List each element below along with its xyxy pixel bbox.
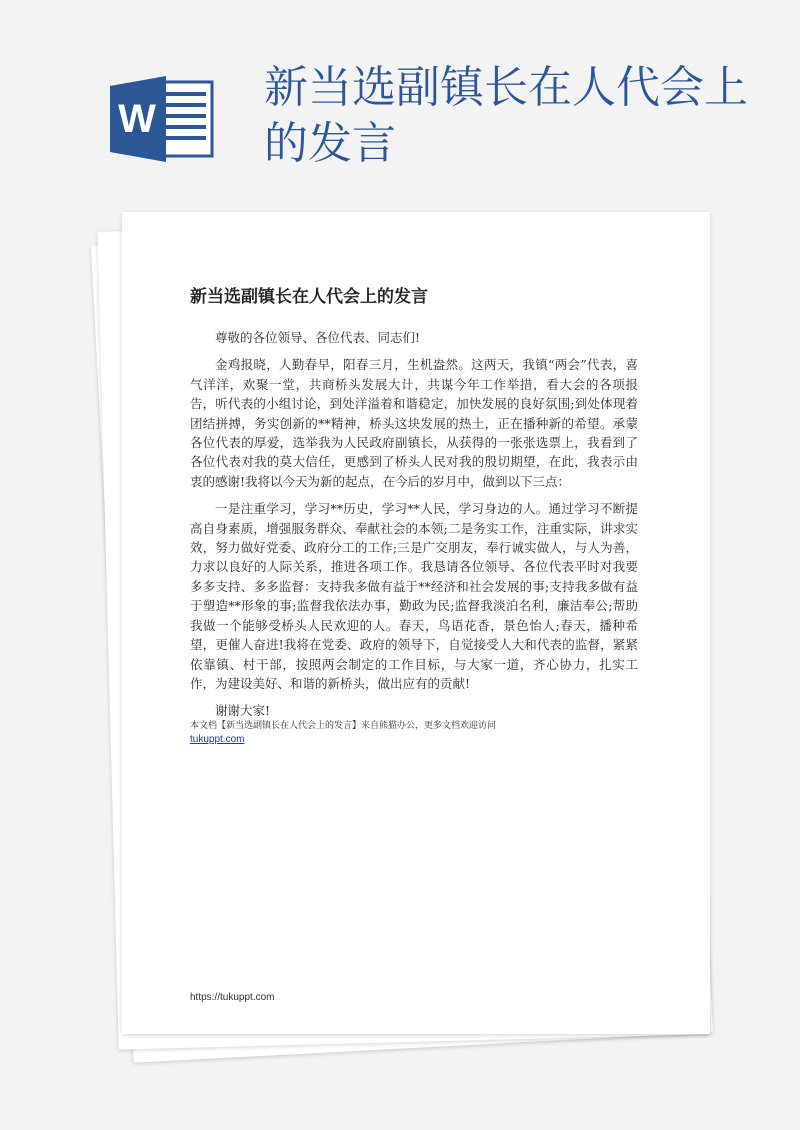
greeting-paragraph: 尊敬的各位领导、各位代表、同志们!: [215, 330, 421, 345]
page-footer-url: https://tukuppt.com: [190, 992, 275, 1003]
source-link[interactable]: tukuppt.com: [190, 734, 245, 745]
source-note: 本文档【新当选副镇长在人代会上的发言】来自熊猫办公，更多文档欢迎访问: [190, 721, 497, 731]
document-body: [190, 328, 638, 729]
body-paragraph: 金鸡报晓，人勤春早，阳春三月，生机盎然。这两天，我镇“两会”代表，喜气洋洋，欢聚一堂，共商桥头发展大计，共谋今年工作举措，看大会的各项报告，听代表的小组讨论，到处洋溢着和谐稳定，加快发展的良好氛围;到处体现着团结拼搏，务实创新的**精神，桥头这块发展的热土，正在播种新的希望。承蒙各位代表的厚爱，选举我为人民政府副镇长，从获得的一张张选票上，我看到了各位代表对我的莫大信任，更感到了桥头人民对我的殷切期望，在此，我表示由衷的感谢!我将以今天为新的起点，在今后的岁月中，做到以下三点：: [190, 357, 638, 489]
word-document-icon: [110, 76, 214, 162]
document-title: 新当选副镇长在人代会上的发言: [190, 287, 428, 307]
body-paragraph: 一是注重学习，学习**历史，学习**人民，学习身边的人。通过学习不断提高自身素质，增强服务群众、奉献社会的本领;二是务实工作，注重实际，讲求实效，努力做好党委、政府分工的工作;三是广交朋友，奉行诚实做人，与人为善，力求以良好的人际关系，推进各项工作。我恳请各位领导、各位代表平时对我要多多支持、多多监督：支持我多做有益于**经济和社会发展的事;支持我多做有益于塑造**形象的事;监督我依法办事，勤政为民;监督我淡泊名利，廉洁奉公;帮助我做一个能够受桥头人民欢迎的人。春天，鸟语花香，景色怡人;春天，播种希望，更催人奋进!我将在党委、政府的领导下，自觉接受人大和代表的监督，紧紧依靠镇、村干部，按照两会制定的工作目标，与大家一道，齐心协力，扎实工作，为建设美好、和谐的新桥头，做出应有的贡献!: [190, 501, 638, 691]
page-heading: 新当选副镇长在人代会上的发言: [264, 62, 748, 169]
closing-paragraph: 谢谢大家!: [215, 703, 271, 719]
word-icon-letter: W: [118, 97, 156, 141]
